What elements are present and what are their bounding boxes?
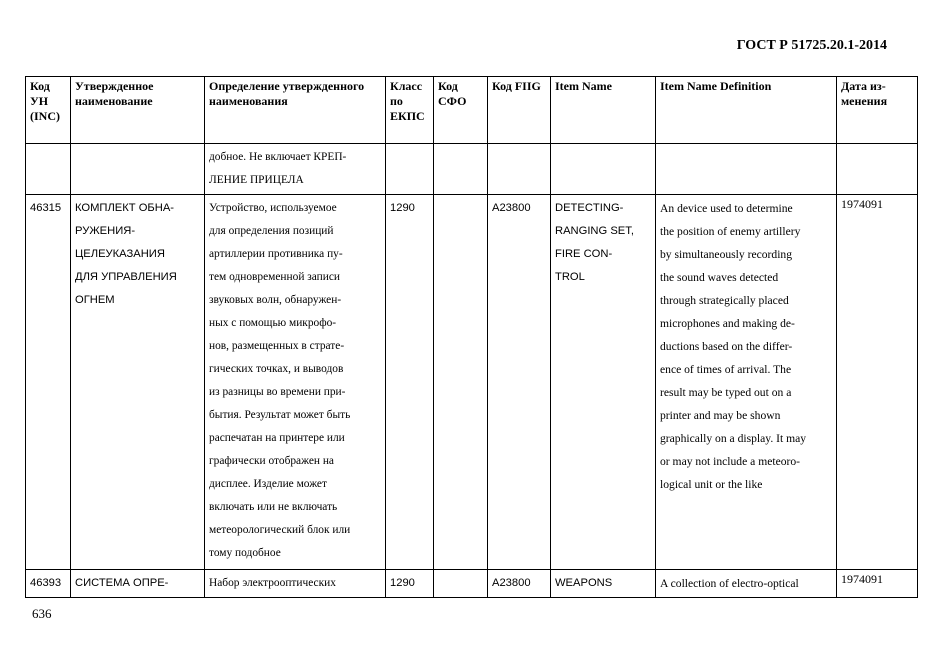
definition-line: ных с помощью микрофо-: [209, 317, 337, 329]
cell-date: [837, 144, 918, 195]
table-row: [26, 195, 918, 570]
definition-line: нов, размещенных в страте-: [209, 340, 345, 352]
item-name-line: WEAPONS: [555, 577, 613, 589]
definition-line: звуковых волн, обнаружен-: [209, 294, 342, 306]
table-row-continuation: [26, 144, 918, 195]
cell-item-name: [551, 195, 656, 570]
item-definition-line: logical unit or the like: [660, 478, 763, 491]
item-definition-line: graphically on a display. It may: [660, 432, 807, 445]
document-id: ГОСТ Р 51725.20.1-2014: [736, 38, 887, 53]
col-header-approved-name: Утвержденное наименование: [71, 77, 205, 144]
col-header-item-name: Item Name: [551, 77, 656, 144]
definition-line: тем одновременной записи: [209, 271, 341, 283]
definition-line: бытия. Результат может быть: [209, 409, 351, 421]
col-header-inc: Код УН (INC): [26, 77, 71, 144]
cell-inc: 46315: [26, 195, 71, 570]
cell-inc: [26, 144, 71, 195]
item-name-line: TROL: [555, 271, 585, 283]
name-line: СИСТЕМА ОПРЕ-: [75, 577, 169, 589]
definition-line: артиллерии противника пу-: [209, 248, 343, 260]
item-definition-line: ductions based on the differ-: [660, 340, 793, 353]
cell-item-definition: [656, 144, 837, 195]
definition-line: дисплее. Изделие может: [209, 478, 327, 490]
cell-class: [386, 144, 434, 195]
cell-definition: [205, 144, 386, 195]
col-header-class: Класс по ЕКПС: [386, 77, 434, 144]
cell-inc: 46393: [26, 570, 71, 598]
item-definition-line: An device used to determine: [660, 202, 793, 215]
definition-line: метеорологический блок или: [209, 524, 351, 536]
cell-date: 1974091: [837, 195, 918, 570]
name-line: ДЛЯ УПРАВЛЕНИЯ: [75, 271, 177, 283]
item-name-line: FIRE CON-: [555, 248, 613, 260]
definition-line: Набор электрооптических: [209, 577, 336, 589]
cell-item-name: [551, 570, 656, 598]
item-definition-line: through strategically placed: [660, 294, 789, 307]
cell-item-definition: [656, 570, 837, 598]
cell-definition: [205, 195, 386, 570]
item-definition-line: the sound waves detected: [660, 271, 779, 284]
col-header-sfo: Код СФО: [434, 77, 488, 144]
col-header-definition: Определение утвержденного наименования: [205, 77, 386, 144]
definition-line: графически отображен на: [209, 455, 334, 467]
page-number: 636: [32, 606, 52, 621]
definition-line: включать или не включать: [209, 501, 338, 513]
item-definition-line: A collection of electro-optical: [660, 577, 799, 590]
cell-fiig: A23800: [488, 195, 551, 570]
catalog-table: [25, 76, 918, 598]
item-name-line: DETECTING-: [555, 202, 624, 214]
cell-item-name: [551, 144, 656, 195]
item-name-line: RANGING SET,: [555, 225, 634, 237]
col-header-change-date: Дата из-менения: [837, 77, 918, 144]
cell-date: 1974091: [837, 570, 918, 598]
definition-line: тому подобное: [209, 547, 281, 559]
cell-name: [71, 144, 205, 195]
header-row: [26, 77, 918, 144]
item-definition-line: result may be typed out on a: [660, 386, 792, 399]
cell-name: [71, 195, 205, 570]
cell-fiig: [488, 144, 551, 195]
cell-class: 1290: [386, 195, 434, 570]
definition-line: распечатан на принтере или: [209, 432, 345, 444]
item-definition-line: printer and may be shown: [660, 409, 781, 422]
definition-line: добное. Не включает КРЕП-: [209, 151, 347, 163]
definition-line: Устройство, используемое: [209, 202, 337, 214]
cell-name: [71, 570, 205, 598]
item-definition-line: the position of enemy artillery: [660, 225, 801, 238]
item-definition-line: or may not include a meteoro-: [660, 455, 801, 468]
definition-line: гических точках, и выводов: [209, 363, 344, 375]
name-line: ОГНЕМ: [75, 294, 115, 306]
definition-line: для определения позиций: [209, 225, 334, 237]
cell-sfo: [434, 195, 488, 570]
table-row: [26, 570, 918, 598]
item-definition-line: by simultaneously recording: [660, 248, 793, 261]
cell-sfo: [434, 144, 488, 195]
definition-line: из разницы во времени при-: [209, 386, 346, 398]
definition-line: ЛЕНИЕ ПРИЦЕЛА: [209, 174, 304, 186]
name-line: РУЖЕНИЯ-: [75, 225, 136, 237]
name-line: КОМПЛЕКТ ОБНА-: [75, 202, 175, 214]
name-line: ЦЕЛЕУКАЗАНИЯ: [75, 248, 165, 260]
cell-class: 1290: [386, 570, 434, 598]
cell-item-definition: [656, 195, 837, 570]
cell-sfo: [434, 570, 488, 598]
cell-definition: [205, 570, 386, 598]
item-definition-line: microphones and making de-: [660, 317, 795, 330]
item-definition-line: ence of times of arrival. The: [660, 363, 792, 376]
cell-fiig: A23800: [488, 570, 551, 598]
col-header-fiig: Код FIIG: [488, 77, 551, 144]
col-header-item-name-definition: Item Name Definition: [656, 77, 837, 144]
